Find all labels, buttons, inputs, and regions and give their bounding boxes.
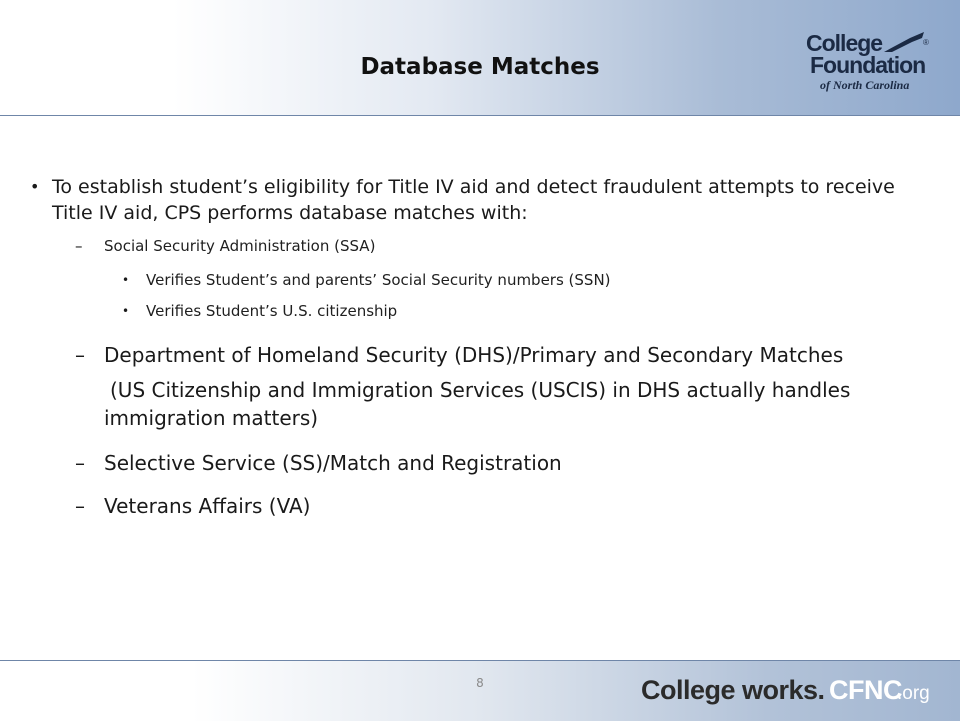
veterans-affairs-item: Veterans Affairs (VA) [104,494,311,518]
bullet-icon: • [30,177,40,196]
main-bullet-text: To establish student’s eligibility for Title IV aid and detect fraudulent attempts to receive Title IV aid, CPS performs database matches with: [52,176,895,224]
logo-college-text: College [806,30,883,56]
dash-icon: – [75,343,85,367]
ssa-sub-item-citizenship: Verifies Student’s U.S. citizenship [146,302,398,320]
dash-icon: – [75,451,85,475]
footer-brand: CFNC [829,675,902,705]
logo-nc-text: of North Carolina [820,78,910,92]
ssa-item: Social Security Administration (SSA) [104,237,376,255]
dash-icon: – [75,237,83,255]
logo-foundation-text: Foundation [810,52,926,78]
dhs-item: Department of Homeland Security (DHS)/Primary and Secondary Matches [104,343,844,367]
ssa-sub-item-ssn: Verifies Student’s and parents’ Social Security numbers (SSN) [146,271,611,289]
dhs-note: (US Citizenship and Immigration Services (USCIS) in DHS actually handles immigration matters) [104,378,851,430]
footer-tagline: College works. [641,675,825,705]
footer-brand-suffix: .org [897,683,930,704]
dash-icon: – [75,494,85,518]
sub-bullet-icon: • [122,273,130,287]
slide-title: Database Matches [360,54,600,80]
selective-service-item: Selective Service (SS)/Match and Registration [104,451,562,475]
sub-bullet-icon: • [122,304,130,318]
page-number: 8 [476,676,484,690]
logo-registered-mark: ® [923,38,929,47]
